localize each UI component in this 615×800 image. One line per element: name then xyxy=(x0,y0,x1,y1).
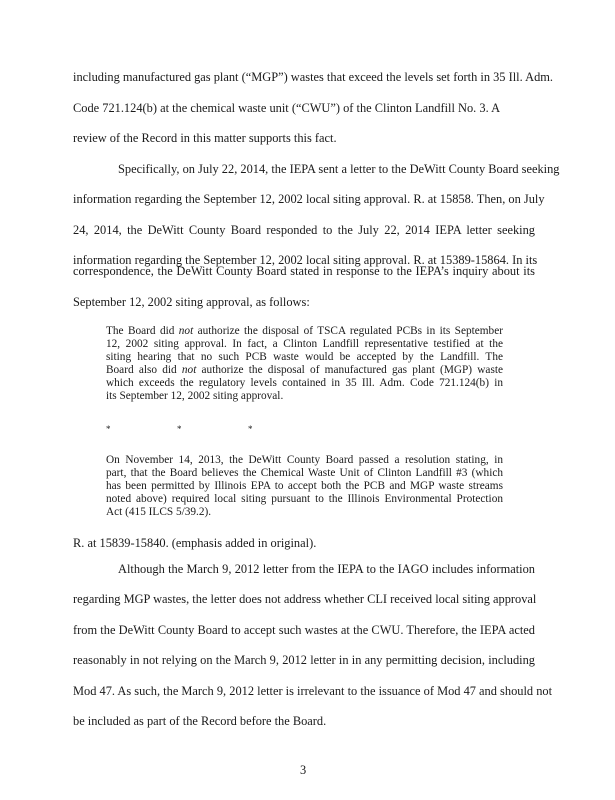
paragraph-2-line-1: Specifically, on July 22, 2014, the IEPA sent a letter to the DeWitt County Board seeking xyxy=(118,162,560,176)
paragraph-2-line-2: information regarding the September 12, 2002 local siting approval. R. at 15858. Then, on July xyxy=(73,192,545,206)
quote-1-line-2: 12, 2002 siting approval. In fact, a Clinton Landfill representative testified at the xyxy=(106,338,503,350)
quote-1-line-4 xyxy=(106,364,503,377)
quote-2-line-4: noted above) required local siting pursuant to the Illinois Environmental Protection xyxy=(106,493,503,505)
paragraph-3-line-2: regarding MGP wastes, the letter does not address whether CLI received local siting approval xyxy=(73,592,537,606)
quote-1-text: authorize the disposal of TSCA regulated PCBs in its September xyxy=(193,325,503,337)
paragraph-2-line-3: 24, 2014, the DeWitt County Board responded to the July 22, 2014 IEPA letter seeking xyxy=(73,223,535,237)
ellipsis-star: * xyxy=(248,424,253,434)
quote-1-text: Board also did xyxy=(106,364,182,376)
paragraph-3-line-6: be included as part of the Record before the Board. xyxy=(73,714,327,728)
quote-1-line-5: which exceeds the regulatory levels contained in 35 Ill. Adm. Code 721.124(b) in xyxy=(106,377,503,389)
paragraph-1-line-3: review of the Record in this matter supports this fact. xyxy=(73,131,337,145)
paragraph-3-line-1: Although the March 9, 2012 letter from the IEPA to the IAGO includes information xyxy=(118,562,535,576)
quote-1-text: The Board did xyxy=(106,325,179,337)
ellipsis-star: * xyxy=(106,424,111,434)
quote-1-emphasis: not xyxy=(178,325,194,337)
quote-1-emphasis: not xyxy=(181,364,197,376)
quote-1-line-1 xyxy=(106,325,503,338)
quote-2-line-3: has been permitted by Illinois EPA to accept both the PCB and MGP waste streams xyxy=(106,480,503,492)
paragraph-2-line-5: correspondence, the DeWitt County Board stated in response to the IEPA’s inquiry about its xyxy=(73,264,535,278)
quote-1-line-6: its September 12, 2002 siting approval. xyxy=(106,390,284,402)
paragraph-3-line-4: reasonably in not relying on the March 9, 2012 letter in in any permitting decision, including xyxy=(73,653,535,667)
quote-1-text: authorize the disposal of manufactured gas plant (MGP) waste xyxy=(196,364,503,376)
paragraph-2-line-6: September 12, 2002 siting approval, as follows: xyxy=(73,295,310,309)
page-number: 3 xyxy=(300,763,307,777)
quote-2-line-5: Act (415 ILCS 5/39.2). xyxy=(106,506,212,518)
quote-1-line-3: siting hearing that no such PCB waste would be accepted by the Landfill. The xyxy=(106,351,503,363)
paragraph-3-line-3: from the DeWitt County Board to accept such wastes at the CWU. Therefore, the IEPA acted xyxy=(73,623,535,637)
paragraph-3-line-5: Mod 47. As such, the March 9, 2012 letter is irrelevant to the issuance of Mod 47 and should not xyxy=(73,684,553,698)
paragraph-2-line-4: information regarding the September 12, 2002 local siting approval. R. at 15389-15864. In its xyxy=(73,253,538,267)
quote-2-line-1: On November 14, 2013, the DeWitt County Board passed a resolution stating, in xyxy=(106,454,503,466)
citation: R. at 15839-15840. (emphasis added in original). xyxy=(73,536,317,550)
paragraph-1-line-2: Code 721.124(b) at the chemical waste unit (“CWU”) of the Clinton Landfill No. 3. A xyxy=(73,101,501,115)
quote-2-line-2: part, that the Board believes the Chemical Waste Unit of Clinton Landfill #3 (which xyxy=(106,467,503,479)
ellipsis-star: * xyxy=(177,424,182,434)
paragraph-1-line-1: including manufactured gas plant (“MGP”) wastes that exceed the levels set forth in 35 Ill. Adm. xyxy=(73,70,554,84)
